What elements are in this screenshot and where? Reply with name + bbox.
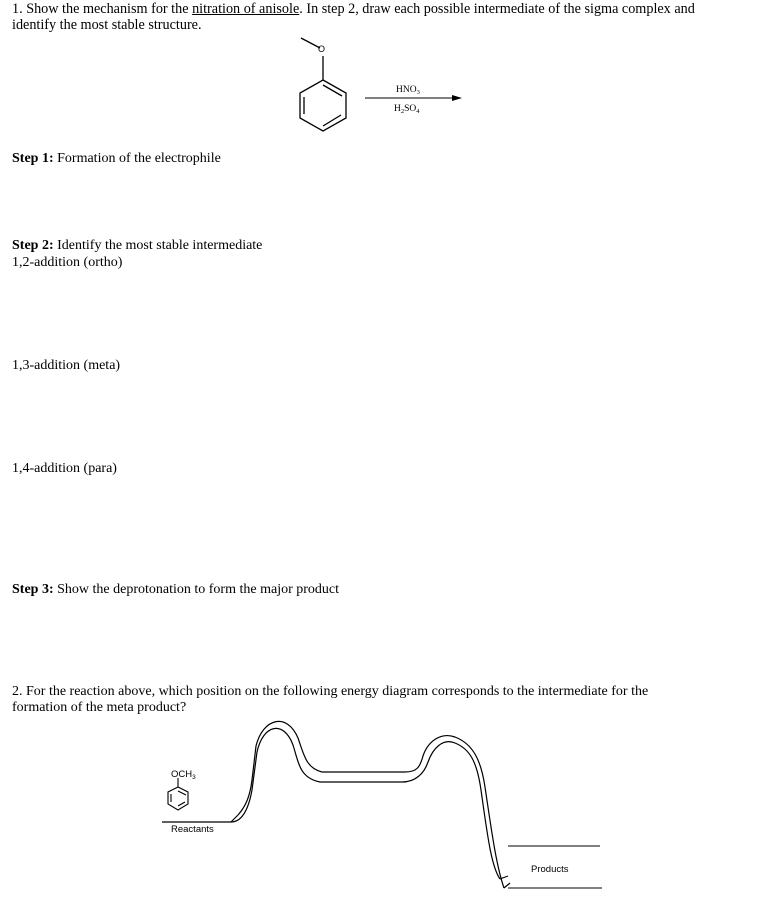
reagent-h2so4-so: SO [404,104,417,114]
double-bond-1 [323,85,342,96]
reaction-arrowhead [452,95,462,101]
question-2-line1: 2. For the reaction above, which position on the following energy diagram corresponds to the intermediate for the [12,684,649,699]
question-1-topic: nitration of anisole [192,1,300,17]
step-3-text: Show the deprotonation to form the major product [53,582,340,597]
svg-text:OCH3 [171,769,196,781]
double-bond-2 [323,115,341,126]
ortho-addition-label: 1,2-addition (ortho) [12,255,123,270]
reactants-label: Reactants [171,824,214,835]
step-1 [12,150,221,167]
oxygen-label: O [318,44,326,54]
diagram-substituent: OCH [171,769,193,780]
reagent-hno3: HNO [396,85,417,95]
para-addition-label: 1,4-addition (para) [12,461,117,476]
energy-diagram-curve [162,721,510,888]
question-1-number: 1. [12,1,23,17]
question-2-line2: formation of the meta product? [12,700,187,715]
diagram-anisole [168,778,188,810]
step-1-text: Formation of the electrophile [53,151,221,166]
step-2-text: Identify the most stable intermediate [53,238,263,253]
svg-text:H2SO4 [394,104,420,115]
step-3 [12,581,339,598]
step-2-label: Step 2: [12,238,54,253]
reagent-h2so4-sub2: 4 [416,108,420,115]
question-2 [12,684,757,716]
question-1-intro: Show the mechanism for the [26,1,189,17]
svg-text:HNO3 [396,85,420,96]
diagram-substituent-sub: 3 [192,774,196,781]
reagent-hno3-sub: 3 [416,89,420,96]
question-1-rest-line1: . In step 2, draw each possible intermediate of the sigma complex and [299,1,695,17]
step-2 [12,237,262,254]
reagent-h2so4-sub1: 2 [400,108,405,115]
benzene-ring [300,80,346,131]
step-3-label: Step 3: [12,582,54,597]
meta-addition-label: 1,3-addition (meta) [12,358,121,373]
step-1-label: Step 1: [12,151,54,166]
products-label: Products [531,864,569,875]
question-1-rest-line2: identify the most stable structure. [12,17,202,33]
reagent-h2so4-h: H [394,104,401,114]
